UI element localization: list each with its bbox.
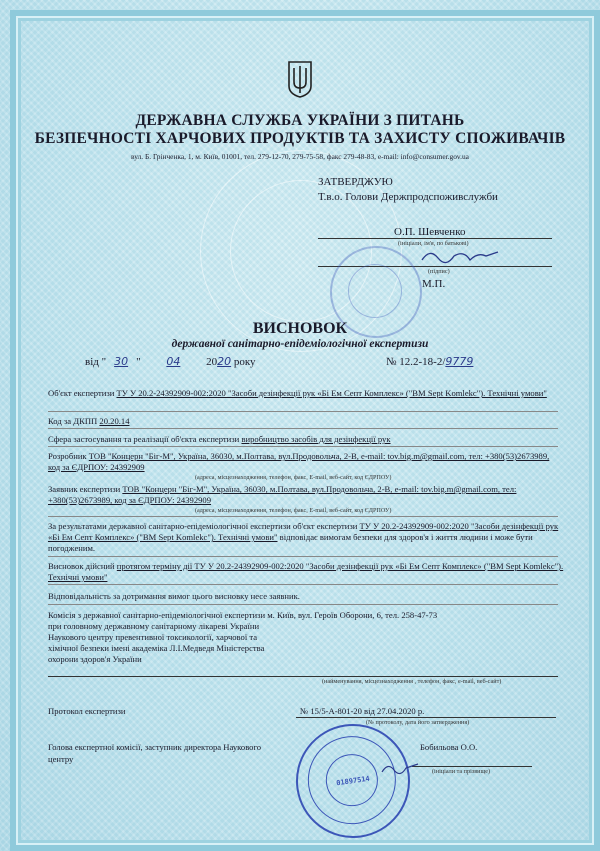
number-prefix: № 12.2-18-2/ — [386, 356, 446, 368]
divider — [48, 556, 558, 557]
developer-caption: (адреса, місцезнаходження, телефон, факс, E-mail, веб-сайт, код ЄДРПОУ) — [195, 474, 392, 481]
validity-label: Висновок дійсний — [48, 561, 115, 571]
sphere-row — [48, 434, 391, 445]
applicant-label: Заявник експертизи — [48, 484, 121, 494]
validity-value: протягом терміну дії ТУ У 20.2-24392909-002:2020 "Засоби дезінфекції рук «Бі Ем Септ Комплекс» ("BM Sept Komlekc"). Технічні умови" — [48, 561, 564, 582]
result-row — [48, 521, 566, 554]
date-prefix: від — [85, 356, 99, 368]
approve-name-caption: (ініціали, ім'я, по батькові) — [398, 240, 469, 247]
date-day: 30 — [114, 355, 129, 368]
head-name: Бобильова О.О. — [420, 742, 478, 752]
applicant-caption: (адреса, місцезнаходження, телефон, факс, E-mail, веб-сайт, код ЄДРПОУ) — [195, 507, 392, 514]
head-line-2: центру — [48, 754, 74, 764]
divider — [48, 411, 558, 412]
header-line-1: ДЕРЖАВНА СЛУЖБА УКРАЇНИ З ПИТАНЬ — [135, 112, 465, 129]
dkpp-label: Код за ДКПП — [48, 416, 98, 426]
date-year-prefix: 20 — [206, 356, 218, 368]
divider — [48, 584, 558, 585]
dkpp-value: 20.20.14 — [99, 416, 130, 426]
commission-line: при головному державному санітарному лікареві України — [48, 621, 260, 631]
applicant-row — [48, 484, 563, 506]
approve-mp: М.П. — [422, 278, 446, 290]
stamp-code: 01897514 — [335, 774, 371, 788]
head-signature-mark — [380, 760, 420, 778]
commission-line: хімічної безпеки імені академіка Л.І.Медведя Міністерства — [48, 643, 265, 653]
developer-row — [48, 451, 563, 473]
head-name-line — [412, 766, 532, 767]
head-caption: (ініціали та прізвище) — [432, 768, 491, 775]
commission-line: охорони здоров'я України — [48, 654, 142, 664]
document-number — [386, 355, 473, 368]
header-line-2: БЕЗПЕЧНОСТІ ХАРЧОВИХ ПРОДУКТІВ ТА ЗАХИСТУ СПОЖИВАЧІВ — [34, 130, 566, 147]
trident-emblem-icon — [287, 60, 313, 98]
applicant-value: ТОВ "Концерн "Біг-М", Україна, 36030, м.Полтава, вул.Продовольча, 2-В, e-mail: tov.big.m@gmail.com, тел: +380(53)2673989, код за ЄДРПОУ: 24392909 — [48, 484, 517, 505]
document-title: ВИСНОВОК — [252, 320, 348, 337]
date-line: від " 30 " 04 2020 року — [85, 355, 256, 368]
approve-position: Т.в.о. Голови Держпродспоживслужби — [318, 191, 498, 203]
result-post: відповідає вимогам безпеки для здоров'я і життя людини і може бути погодженим. — [48, 532, 533, 553]
result-pre: За результатами державної санітарно-епідеміологічної експертизи об'єкт експертизи — [48, 521, 358, 531]
approve-sign-caption: (підпис) — [428, 268, 450, 275]
protocol-value: № 15/5-А-801-20 від 27.04.2020 р. — [300, 706, 425, 716]
divider — [48, 446, 558, 447]
result-value: ТУ У 20.2-24392909-002:2020 "Засоби дезінфекції рук «Бі Ем Септ Комплекс» ("BM Sept Komlekc"). Технічні умови" — [48, 521, 559, 542]
approve-title: ЗАТВЕРДЖУЮ — [318, 176, 393, 188]
object-label: Об'єкт експертизи — [48, 388, 115, 398]
date-month: 04 — [166, 355, 181, 368]
protocol-caption: (№ протоколу, дата його затвердження) — [366, 719, 470, 726]
number-value: 9779 — [445, 355, 474, 368]
developer-value: ТОВ "Концерн "Біг-М", Україна, 36030, м.Полтава, вул.Продовольча, 2-В, e-mail: tov.big.m@gmail.com, тел: +380(53)2673989, код за ЄДРПОУ: 24392909 — [48, 451, 550, 472]
document-subtitle: державної санітарно-епідеміологічної експертизи — [171, 338, 429, 350]
date-year-word: року — [233, 356, 256, 368]
object-value: ТУ У 20.2-24392909-002:2020 "Засоби дезінфекції рук «Бі Ем Септ Комплекс» ("BM Sept Komlekc"). Технічні умови" — [116, 388, 547, 398]
protocol-line — [296, 717, 556, 718]
object-row — [48, 388, 560, 399]
sphere-label: Сфера застосування та реалізації об'єкта експертизи — [48, 434, 240, 444]
commission-line: Наукового центру превентивної токсикології, харчової та — [48, 632, 258, 642]
commission-block — [48, 610, 563, 665]
date-year-suffix: 20 — [217, 355, 232, 368]
responsibility-text: Відповідальність за дотримання вимог цього висновку несе заявник. — [48, 591, 300, 601]
divider — [48, 516, 558, 517]
approve-name: О.П. Шевченко — [394, 226, 466, 238]
header-address: вул. Б. Грінченка, 1, м. Київ, 01001, тел. 279-12-70, 279-75-58, факс 279-48-83, e-mail: info@consumer.gov.ua — [131, 152, 469, 161]
sphere-value: виробництво засобів для дезінфекції рук — [241, 434, 391, 444]
protocol-label: Протокол експертизи — [48, 706, 126, 716]
divider — [48, 604, 558, 605]
commission-line: Комісія з державної санітарно-епідеміологічної експертизи м. Київ, вул. Героїв Оборони, 6, тел. 258-47-73 — [48, 610, 438, 620]
commission-caption: (найменування, місцезнаходження , телефон, факс, e-mail, веб-сайт) — [322, 678, 502, 685]
dkpp-row — [48, 416, 129, 427]
commission-line-rule — [48, 676, 558, 677]
head-line-1: Голова експертної комісії, заступник директора Наукового — [48, 742, 262, 752]
approve-name-line — [318, 238, 552, 239]
divider — [48, 428, 558, 429]
developer-label: Розробник — [48, 451, 87, 461]
signature-mark — [420, 246, 500, 266]
validity-row — [48, 561, 566, 583]
